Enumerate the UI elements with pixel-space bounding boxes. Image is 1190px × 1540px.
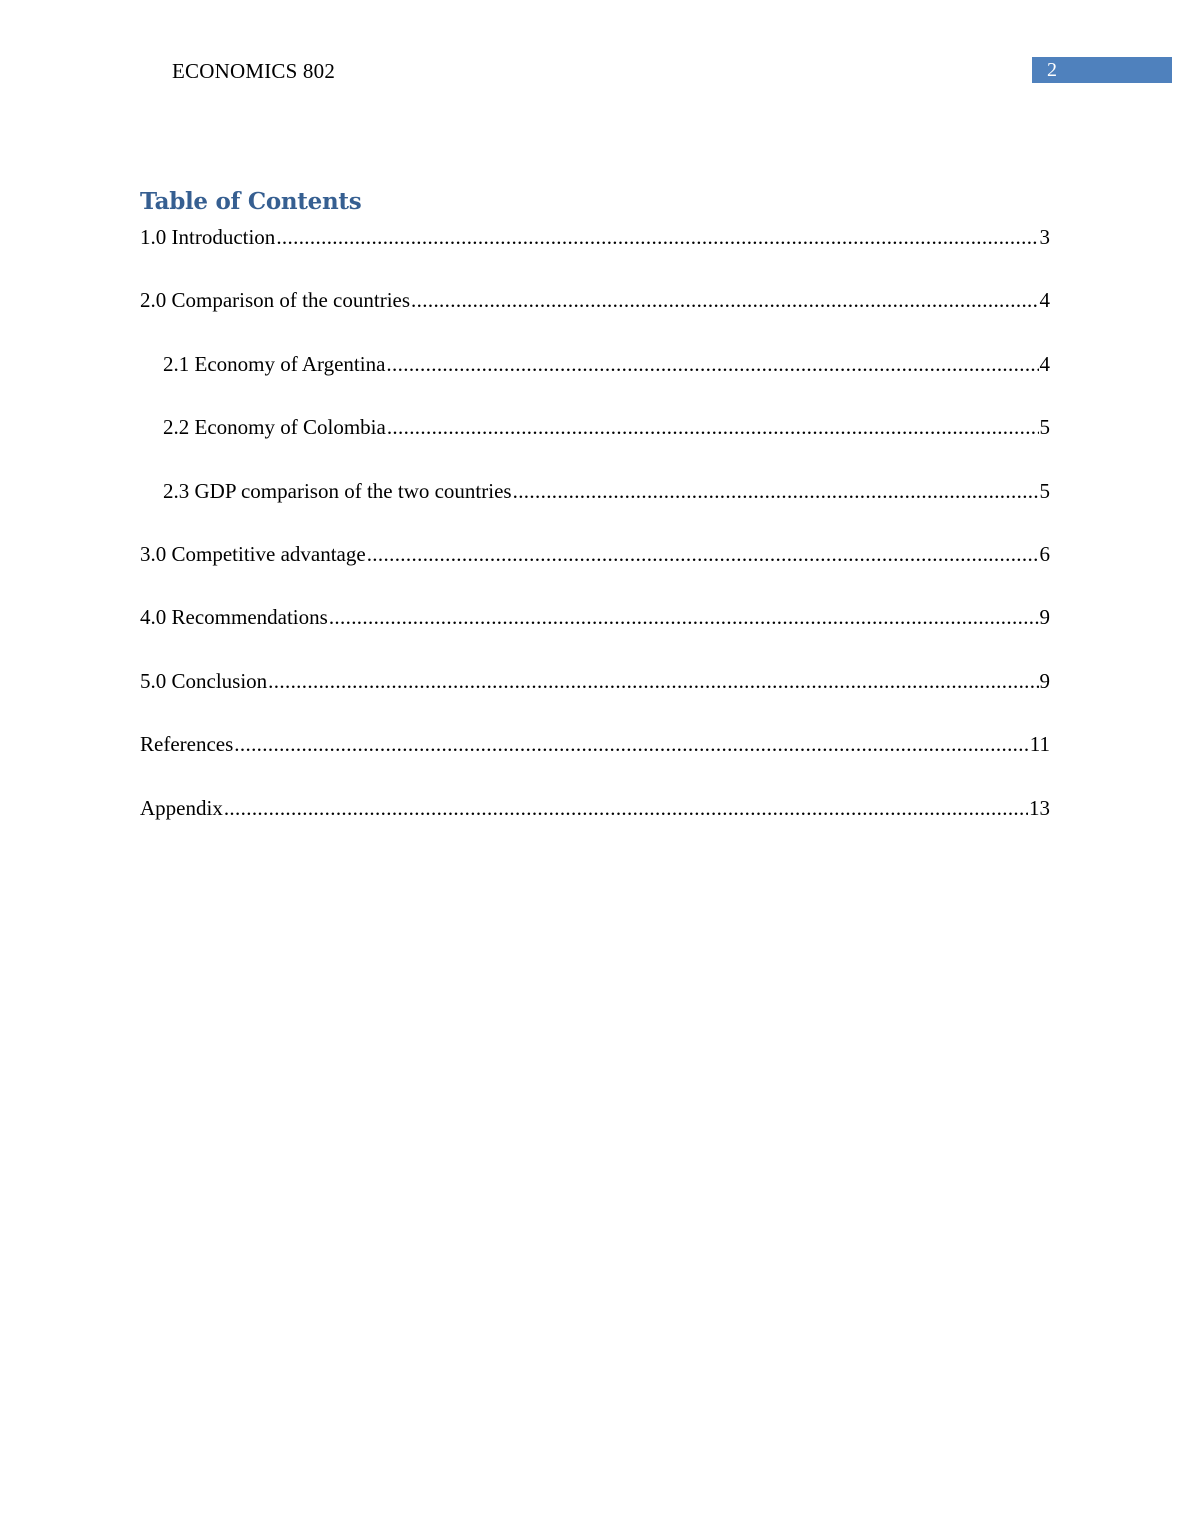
page-number: 2	[1047, 59, 1057, 81]
toc-entry-introduction[interactable]	[140, 222, 1050, 285]
toc-entry-page: 9	[1039, 668, 1050, 693]
toc-entry-label: 2.2 Economy of Colombia	[163, 415, 386, 440]
toc-entry-page: 9	[1039, 605, 1050, 630]
toc-entry-label: 5.0 Conclusion	[140, 668, 268, 693]
toc-entry-label: References	[140, 732, 234, 757]
toc-entry-page: 11	[1029, 732, 1050, 757]
toc-entry-page: 13	[1029, 795, 1050, 820]
toc-entry-references[interactable]	[140, 729, 1050, 792]
toc-dot-leader	[367, 539, 1039, 569]
toc-entry-label: 2.0 Comparison of the countries	[140, 288, 411, 313]
toc-entry-recommendations[interactable]	[140, 602, 1050, 665]
toc-entry-label: 4.0 Recommendations	[140, 605, 328, 630]
toc-dot-leader	[513, 476, 1039, 506]
toc-dot-leader	[411, 285, 1038, 315]
toc-dot-leader	[268, 666, 1038, 696]
toc-entry-page: 5	[1039, 415, 1050, 440]
toc-entry-colombia[interactable]	[140, 412, 1050, 475]
table-of-contents	[140, 222, 1050, 856]
toc-entry-page: 6	[1039, 541, 1050, 566]
toc-entry-page: 4	[1039, 351, 1050, 376]
toc-dot-leader	[276, 222, 1038, 252]
toc-dot-leader	[329, 602, 1039, 632]
toc-dot-leader	[234, 729, 1028, 759]
toc-dot-leader	[387, 412, 1039, 442]
page-number-badge	[1032, 57, 1172, 83]
toc-entry-label: 3.0 Competitive advantage	[140, 541, 366, 566]
toc-entry-conclusion[interactable]	[140, 666, 1050, 729]
toc-entry-label: Appendix	[140, 795, 223, 820]
toc-dot-leader	[386, 349, 1038, 379]
toc-dot-leader	[224, 793, 1028, 823]
toc-entry-label: 2.1 Economy of Argentina	[163, 351, 386, 376]
toc-entry-page: 4	[1039, 288, 1050, 313]
toc-entry-argentina[interactable]	[140, 349, 1050, 412]
toc-entry-gdp-comparison[interactable]	[140, 476, 1050, 539]
running-header-title: ECONOMICS 802	[172, 59, 336, 83]
toc-entry-label: 2.3 GDP comparison of the two countries	[163, 478, 512, 503]
toc-entry-comparison[interactable]	[140, 285, 1050, 348]
toc-entry-competitive-advantage[interactable]	[140, 539, 1050, 602]
toc-entry-appendix[interactable]	[140, 793, 1050, 856]
toc-entry-page: 5	[1039, 478, 1050, 503]
toc-entry-label: 1.0 Introduction	[140, 225, 276, 249]
toc-heading: Table of Contents	[140, 188, 362, 215]
toc-entry-page: 3	[1039, 225, 1050, 249]
